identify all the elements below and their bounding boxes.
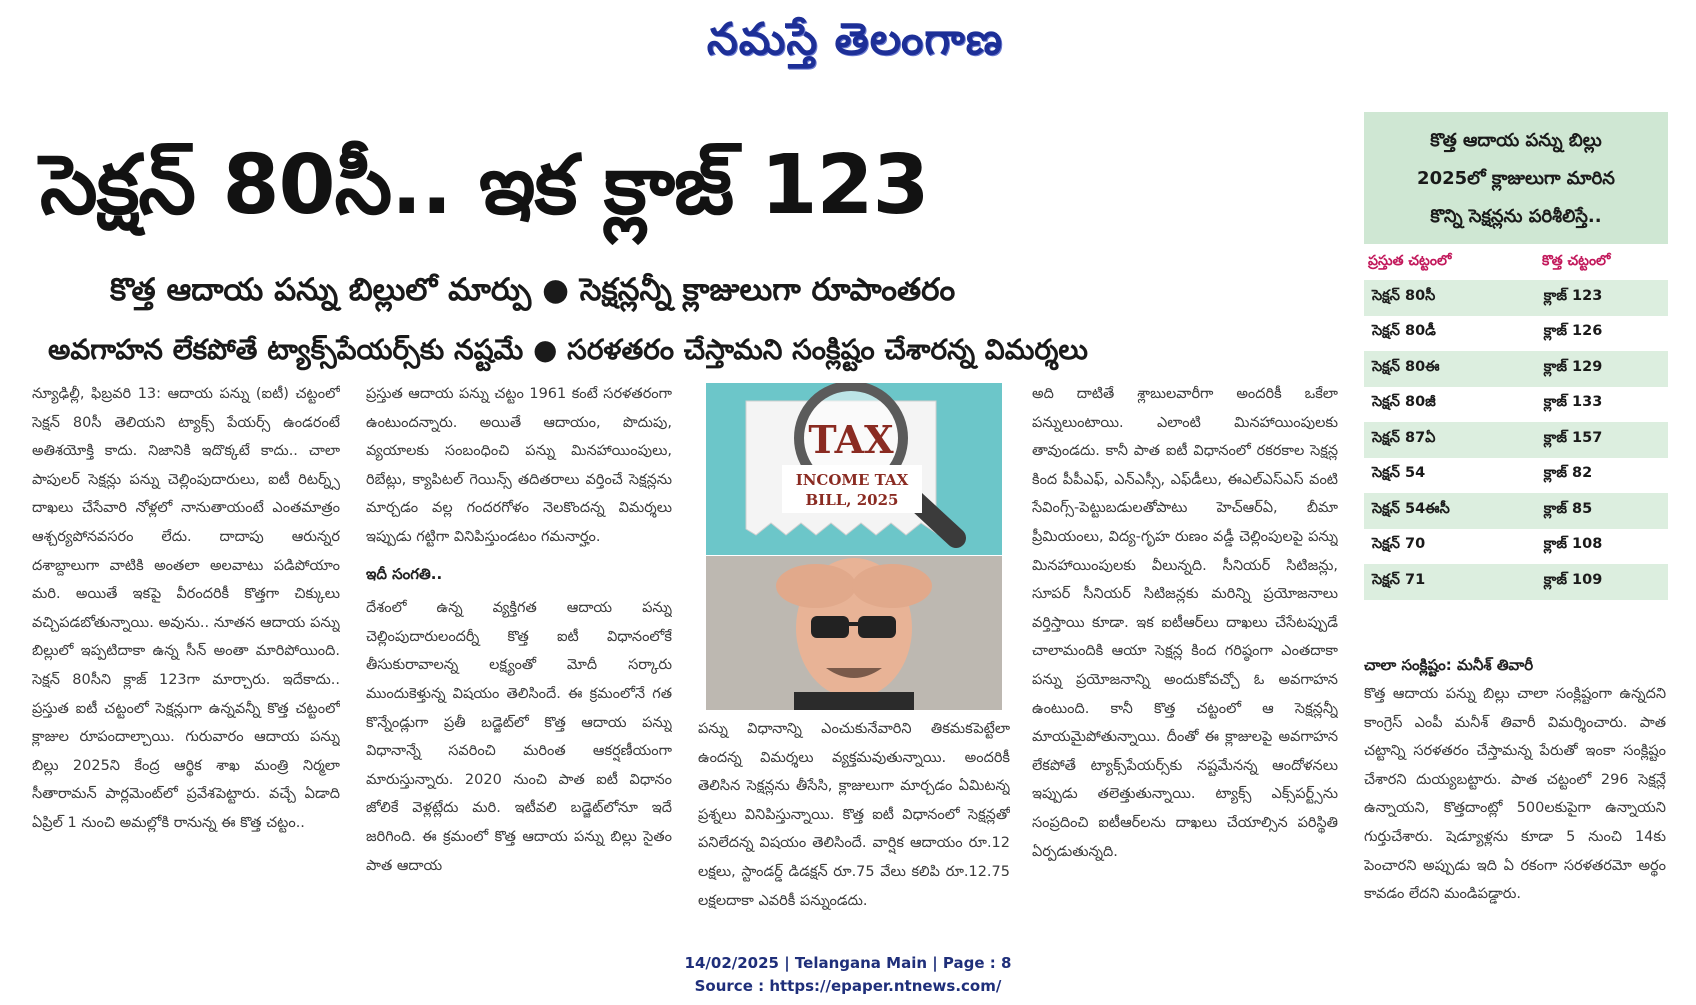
article-column-4 <box>1032 380 1338 920</box>
article-text: దేశంలో ఉన్న వ్యక్తిగత ఆదాయ పన్ను చెల్లింపుదారులందర్నీ కొత్త ఐటీ విధానంలోకే తీసుకురావాలన్న లక్ష్యంతో మోదీ సర్కారు ముందుకెళ్తున్న విషయం తెలిసిందే. ఈ క్రమంలోనే గత కొన్నేండ్లుగా ప్రతీ బడ్జెట్‌లో కొత్త ఆదాయ పన్ను విధానాన్నే సవరించి మరింత ఆకర్షణీయంగా మారుస్తున్నారు. 2020 నుంచి పాత ఐటీ విధానం జోలికే వెళ్లట్లేదు మరి. ఇటీవలి బడ్జెట్‌లోనూ ఇదే జరిగింది. ఈ క్రమంలో కొత్త ఆదాయ పన్ను బిల్లు సైతం పాత ఆదాయ <box>366 600 672 874</box>
clause-cell: క్లాజ్ 126 <box>1543 323 1603 340</box>
section-cell: సెక్షన్ 70 <box>1372 536 1426 553</box>
table-row <box>1364 351 1668 387</box>
sidebox-title-line: కొత్త ఆదాయ పన్ను బిల్లు <box>1430 130 1602 151</box>
clause-cell: క్లాజ్ 123 <box>1543 287 1603 304</box>
clause-cell: క్లాజ్ 109 <box>1543 571 1603 588</box>
page-footer <box>548 952 1148 998</box>
tax-bill-illustration <box>706 383 1002 555</box>
article-column-1 <box>32 380 340 920</box>
article-column-3 <box>698 715 1010 915</box>
table-row <box>1364 422 1668 458</box>
article-column-2 <box>366 380 672 920</box>
table-row <box>1364 316 1668 352</box>
source-link[interactable]: Source : https://epaper.ntnews.com/ <box>694 977 1002 995</box>
article-text: కొత్త ఆదాయ పన్ను బిల్లు చాలా సంక్లిష్టంగా ఉన్నదని కాంగ్రెస్ ఎంపీ మనీశ్ తివారీ విమర్శించారు. పాత చట్టాన్ని సరళతరం చేస్తామన్న పేరుతో ఇంకా సంక్లిష్టం చేశారని దుయ్యబట్టారు. పాత చట్టంలో 296 సెక్షన్లే ఉన్నాయని, కొత్తదాంట్లో 500లకుపైగా ఉన్నాయని గుర్తుచేశారు. షెడ్యూళ్లను కూడా 5 నుంచి 14కు పెంచారని అప్పుడు ఇది ఏ రకంగా సరళతరమో అర్థం కావడం లేదని మండిపడ్డారు. <box>1364 686 1666 903</box>
section-subheading: ఇదీ సంగతి.. <box>366 564 443 583</box>
bill-label-line1: INCOME TAX <box>795 471 909 489</box>
article-column-5 <box>1364 652 1666 920</box>
section-cell: సెక్షన్ 80డీ <box>1372 323 1436 340</box>
new-law-header: కొత్త చట్టంలో <box>1542 252 1611 269</box>
stressed-man-graphic <box>706 556 1002 710</box>
clause-cell: క్లాజ్ 133 <box>1543 394 1603 411</box>
clause-cell: క్లాజ్ 85 <box>1543 500 1593 517</box>
table-row <box>1364 493 1668 529</box>
subheadline-2: అవగాహన లేకపోతే ట్యాక్స్‌పేయర్స్‌కు నష్టమే ● సరళతరం చేస్తామని సంక్లిష్టం చేశారన్న విమర్శలు <box>48 333 1088 366</box>
clause-cell: క్లాజ్ 157 <box>1543 429 1603 446</box>
table-row <box>1364 458 1668 494</box>
clause-cell: క్లాజ్ 108 <box>1543 536 1603 553</box>
table-row <box>1364 280 1668 316</box>
section-cell: సెక్షన్ 80జీ <box>1372 394 1436 411</box>
section-cell: సెక్షన్ 71 <box>1372 571 1426 588</box>
sidebox-title-line: కొన్ని సెక్షన్లను పరిశీలిస్తే.. <box>1430 206 1602 227</box>
clause-cell: క్లాజ్ 82 <box>1543 465 1593 482</box>
sidebox-title-line: 2025లో క్లాజులుగా మారిన <box>1417 168 1615 189</box>
table-row <box>1364 564 1668 600</box>
article-text: పన్ను విధానాన్ని ఎంచుకునేవారిని తికమకపెట్టేలా ఉందన్న విమర్శలు వ్యక్తమవుతున్నాయి. అందరికీ తెలిసిన సెక్షన్లను తీసేసి, క్లాజులుగా మార్చడం ఏమిటన్న ప్రశ్నలు వినిపిస్తున్నాయి. కొత్త ఐటీ విధానంలో సెక్షన్లతో పనిలేదన్న విషయం తెలిసిందే. వార్షిక ఆదాయం రూ.12 లక్షలు, స్టాండర్డ్ డిడక్షన్ రూ.75 వేలు కలిపి రూ.12.75 లక్షలదాకా ఎవరికీ పన్నుండదు. <box>698 721 1010 909</box>
section-cell: సెక్షన్ 54ఈసీ <box>1372 500 1450 517</box>
clause-cell: క్లాజ్ 129 <box>1543 358 1603 375</box>
stressed-man-photo <box>706 556 1002 710</box>
sections-to-clauses-box <box>1364 112 1668 602</box>
tax-label: TAX <box>808 417 894 462</box>
table-row <box>1364 387 1668 423</box>
section-cell: సెక్షన్ 87ఏ <box>1372 429 1436 446</box>
table-row <box>1364 529 1668 565</box>
section-cell: సెక్షన్ 54 <box>1372 465 1426 482</box>
section-cell: సెక్షన్ 80ఈ <box>1372 358 1440 375</box>
article-text: ప్రస్తుత ఆదాయ పన్ను చట్టం 1961 కంటే సరళతరంగా ఉంటుందన్నారు. అయితే ఆదాయం, పొదుపు, వ్యయాలకు సంబంధించి పన్ను మినహాయింపులు, రిబేట్లు, క్యాపిటల్ గెయిన్స్ తదితరాలు వర్తించే సెక్షన్లను మార్చడం వల్ల గందరగోళం నెలకొందన్న విమర్శలు ఇప్పుడు గట్టిగా వినిపిస్తుండటం గమనార్హం. <box>366 386 672 545</box>
edition-info: 14/02/2025 | Telangana Main | Page : 8 <box>684 954 1012 972</box>
section-subheading: చాలా సంక్లిష్టం: మనీశ్ తివారీ <box>1364 656 1534 674</box>
bill-label-line2: BILL, 2025 <box>805 491 899 509</box>
sidebox-column-headers <box>1364 244 1668 280</box>
current-law-header: ప్రస్తుత చట్టంలో <box>1368 252 1452 269</box>
sidebox-title <box>1364 112 1668 244</box>
article-text: న్యూఢిల్లీ, ఫిబ్రవరి 13: ఆదాయ పన్ను (ఐటీ) చట్టంలో సెక్షన్ 80సీ తెలియని ట్యాక్స్ పేయర్స్ ఉండరంటే అతిశయోక్తి కాదు. నిజానికి ఇదొక్కటే కాదు.. చాలా పాపులర్ సెక్షన్లు పన్ను చెల్లింపుదారులు, ఐటీ రిటర్న్స్ దాఖలు చేసేవారి నోళ్లలో నానుతాయంటే ఎంతమాత్రం ఆశ్చర్యపోనవసరం లేదు. దాదాపు ఆరున్నర దశాబ్దాలుగా వాటికి అంతలా అలవాటు పడిపోయాం మరి. అయితే ఇకపై వీరందరికీ కొత్తగా చిక్కులు వచ్చిపడబోతున్నాయి. అవును.. నూతన ఆదాయ పన్ను బిల్లులో ఇప్పటిదాకా ఉన్న సీన్ అంతా మారిపోయింది. సెక్షన్ 80సీని క్లాజ్ 123గా మార్చారు. ఇదేకాదు.. ప్రస్తుత ఐటీ చట్టంలో సెక్షన్లుగా ఉన్నవన్నీ కొత్త చట్టంలో క్లాజుల రూపందాల్చాయి. గురువారం ఆదాయ పన్ను బిల్లు 2025ని కేంద్ర ఆర్థిక శాఖ మంత్రి నిర్మలా సీతారామన్ పార్లమెంట్‌లో ప్రవేశపెట్టారు. వచ్చే ఏడాది ఏప్రిల్ 1 నుంచి అమల్లోకి రానున్న ఈ కొత్త చట్టం.. <box>32 386 340 831</box>
subheadline-1: కొత్త ఆదాయ పన్ను బిల్లులో మార్పు ● సెక్షన్లన్నీ క్లాజులుగా రూపాంతరం <box>110 272 956 308</box>
sidebox-rows <box>1364 280 1668 600</box>
masthead-logo: నమస్తే తెలంగాణ <box>706 14 1004 65</box>
article-text: అది దాటితే శ్లాబులవారీగా అందరికీ ఒకేలా పన్నులుంటాయి. ఎలాంటి మినహాయింపులకు తావుండదు. కానీ పాత ఐటీ విధానంలో రకరకాల సెక్షన్ల కింద పీపీఎఫ్, ఎన్ఎస్సీ, ఎఫ్‌డీలు, ఈఎల్ఎస్ఎస్ వంటి సేవింగ్స్-పెట్టుబడులతోపాటు హెచ్ఆర్ఏ, బీమా ప్రీమియంలు, విద్య-గృహ రుణం వడ్డీ చెల్లింపులపై పన్ను మినహాయింపులకు వీలున్నది. సీనియర్ సిటిజన్లు, సూపర్ సీనియర్ సిటిజన్లకు మరిన్ని ప్రయోజనాలు వర్తిస్తాయి కూడా. ఇక ఐటీఆర్‌లు దాఖలు చేసేటప్పుడే చాలామందికి ఆయా సెక్షన్ల కింద గరిష్ఠంగా ఎంతదాకా పన్ను ప్రయోజనాన్ని అందుకోవచ్చో ఓ అవగాహన ఉంటుంది. కానీ కొత్త చట్టంలో ఆ సెక్షన్లన్నీ మాయమైపోతున్నాయి. దీంతో ఈ క్లాజులపై అవగాహన లేకపోతే ట్యాక్స్‌పేయర్స్‌కు నష్టమేనన్న ఆందోళనలు ఇప్పుడు తలెత్తుతున్నాయి. ట్యాక్స్ ఎక్స్‌పర్ట్స్‌ను సంప్రదించి ఐటీఆర్‌లను దాఖలు చేయాల్సిన పరిస్థితి ఏర్పడుతున్నది. <box>1032 386 1338 860</box>
headline: సెక్షన్ 80సీ.. ఇక క్లాజ్ 123 <box>40 138 929 233</box>
tax-bill-graphic <box>706 383 1002 555</box>
section-cell: సెక్షన్ 80సీ <box>1372 287 1436 304</box>
